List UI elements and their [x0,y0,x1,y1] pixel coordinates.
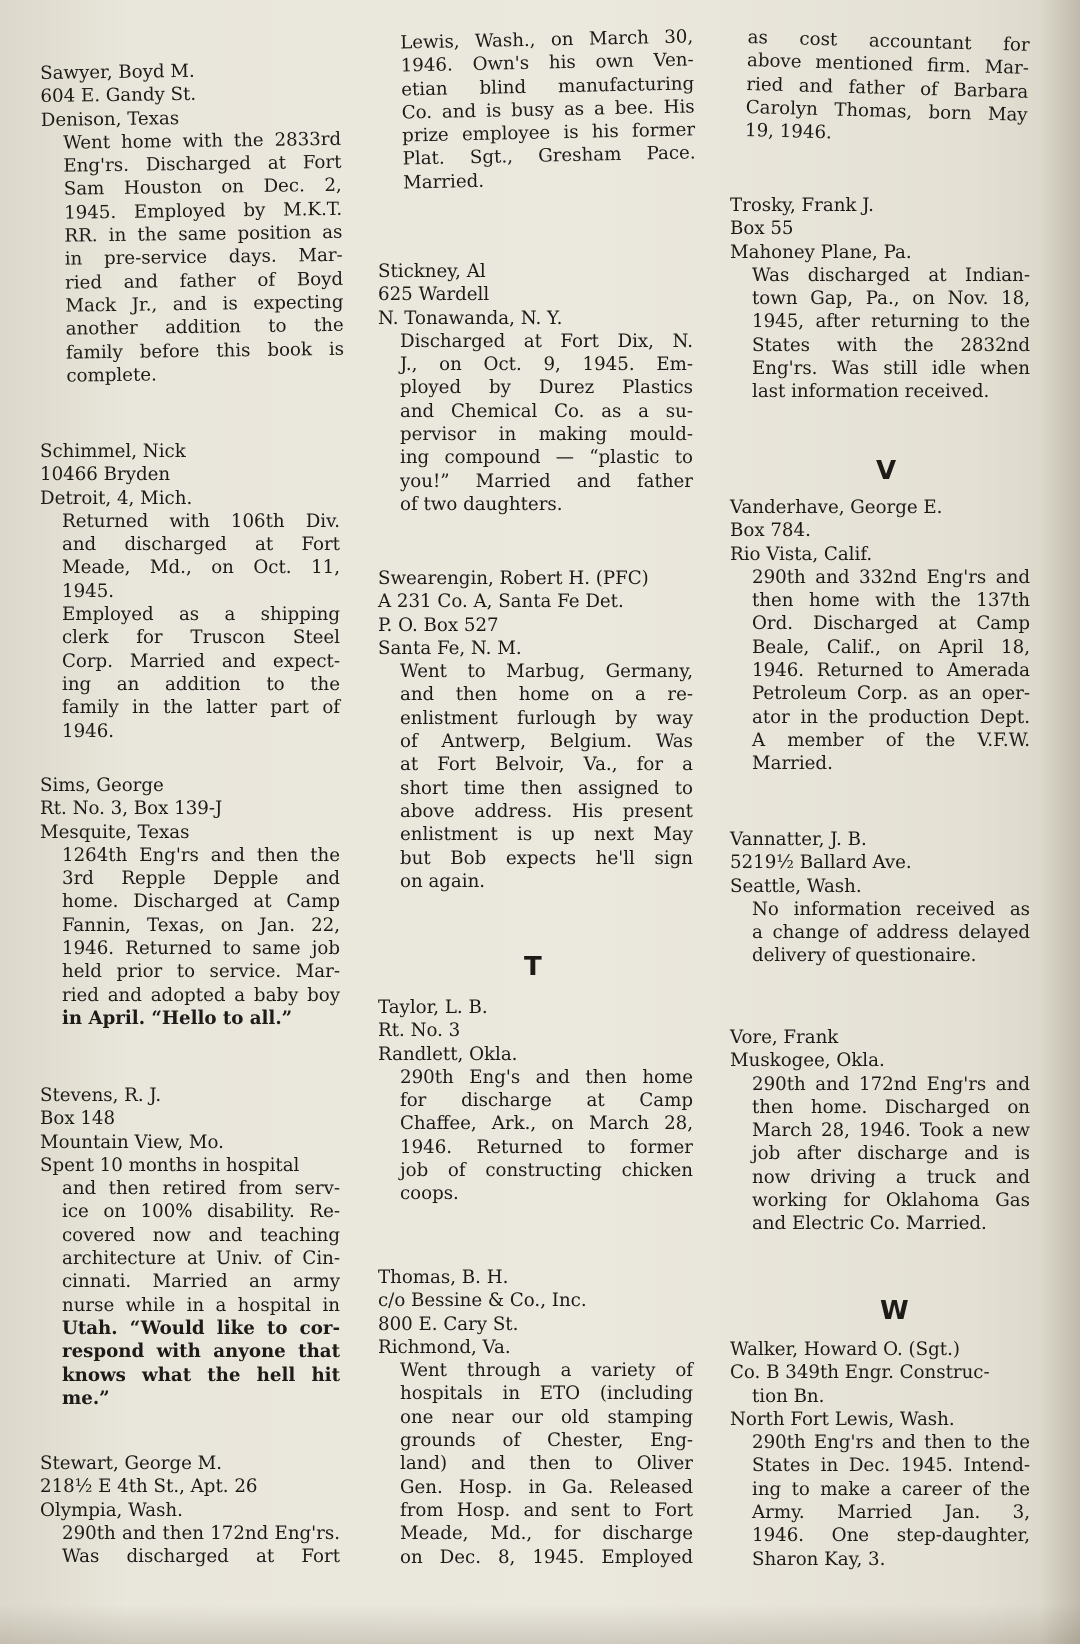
body-line: Petroleum Corp. as an oper- [752,683,1030,705]
body-line: 3rd Repple Depple and [62,868,340,890]
body-line: 1946. Returned to Amerada [752,660,1030,682]
body-line: Lewis, Wash., on March 30, [400,26,694,54]
body-line: Chaffee, Ark., on March 28, [400,1113,693,1135]
body-line: nurse while in a hospital in [62,1294,340,1316]
body-line: ice on 100% disability. Re- [62,1201,340,1223]
entry-name: Swearengin, Robert H. (PFC) [378,568,649,589]
roster-entry-walker [730,1338,1030,1571]
roster-entry-swearengin [378,567,693,893]
entry-address: Co. B 349th Engr. Construc- [730,1362,990,1384]
roster-entry-stevens [40,1084,340,1410]
body-line: at Fort Belvoir, Va., for a [400,754,693,776]
body-line: ployed by Durez Plastics [400,377,693,399]
body-line: grounds of Chester, Eng- [400,1430,693,1452]
body-line: home. Discharged at Camp [62,891,340,913]
body-line: hospitals in ETO (including [400,1383,693,1405]
body-line: of Antwerp, Belgium. Was [400,731,693,753]
body-line: of two daughters. [400,493,563,515]
entry-address: 5219½ Ballard Ave. [730,852,912,874]
body-line: A member of the V.F.W. [752,729,1030,751]
page-shadow-bottom [0,1604,1080,1644]
body-line: 1946. Returned to same job [62,938,340,960]
body-line: ried and father of Barbara [746,73,1029,103]
roster-entry-taylor [378,996,693,1206]
body-line: Co. and is busy as a bee. His [401,96,695,124]
entry-body [745,26,1030,150]
body-line: enlistment furlough by way [400,707,693,729]
body-line: Army. Married Jan. 3, [752,1502,1030,1524]
body-line: from Hosp. and sent to Fort [400,1499,693,1521]
body-line: land) and then to Oliver [400,1453,693,1475]
entry-address: Rt. No. 3 [378,1020,461,1042]
entry-address: 625 Wardell [378,284,490,306]
body-line: enlistment is up next May [400,824,693,846]
body-line: Was discharged at Fort [62,1546,340,1568]
body-line: then home. Discharged on [752,1096,1030,1118]
body-line: 1946. [62,720,115,742]
body-line: 1946. Returned to former [400,1136,693,1158]
body-line: Went home with the 2833rd [62,128,342,154]
body-line: family in the latter part of [62,697,340,719]
body-line: respond with anyone that [62,1341,340,1363]
entry-address: tion Bn. [752,1385,825,1407]
body-line: ing to make a career of the [752,1478,1030,1500]
body-line: a change of address delayed [752,922,1030,944]
entry-address: Box 784. [730,520,811,542]
entry-address: Rt. No. 3, Box 139-J [40,798,223,820]
roster-entry-thomas [378,1266,693,1569]
body-line: 19, 1946. [744,120,833,144]
body-line: 1945, after returning to the [752,311,1030,333]
entry-body [378,1359,693,1569]
body-line: last information received. [752,381,990,403]
entry-body [730,1431,1030,1571]
body-line: Carolyn Thomas, born May [745,96,1028,126]
entry-name: Vore, Frank [730,1027,839,1048]
entry-address: Mahoney Plane, Pa. [730,241,912,263]
body-line: Sam Houston on Dec. 2, [63,175,342,201]
roster-entry-vanderhave [730,496,1030,776]
body-line: on Dec. 8, 1945. Employed [400,1546,693,1568]
roster-entry-stewart [40,1452,340,1568]
entry-body [730,1073,1030,1236]
entry-body [40,1522,340,1569]
body-line: and then home on a re- [400,684,693,706]
body-line: Beale, Calif., on April 18, [752,636,1030,658]
body-line: 1945. Employed by M.K.T. [63,198,343,224]
body-line: pervisor in making mould- [400,424,693,446]
body-line: coops. [400,1183,459,1205]
entry-body [40,510,340,743]
body-line: 290th Eng's and then home [400,1066,693,1088]
body-line: Fannin, Texas, on Jan. 22, [62,914,340,936]
body-line: Eng'rs. Discharged at Fort [63,151,342,177]
body-line: knows what the hell hit me.” [62,1364,340,1409]
body-line: but Bob expects he'll sign [400,847,693,869]
body-line: 290th and then 172nd Eng'rs. [62,1522,340,1544]
entry-name: Taylor, L. B. [378,997,488,1018]
body-line: Meade, Md., for discharge [400,1523,693,1545]
body-line: then home with the 137th [752,590,1030,612]
body-line: Mack Jr., and is expecting [65,291,344,317]
body-line: another addition to the [65,315,344,340]
entry-body [40,844,340,1030]
body-line: prize employee is his former [401,119,696,147]
entry-address: Santa Fe, N. M. [378,637,522,659]
body-line: Married. [402,170,485,194]
entry-address: Seattle, Wash. [730,875,862,897]
entry-name: Vannatter, J. B. [730,829,867,850]
entry-address: c/o Bessine & Co., Inc. [378,1290,587,1312]
body-line: 1946. One step-daughter, [752,1525,1030,1547]
entry-name: Schimmel, Nick [40,441,186,462]
entry-name: Stewart, George M. [40,1453,223,1474]
body-line: 290th and 332nd Eng'rs and [752,566,1030,588]
body-line: in pre-service days. Mar- [64,245,343,271]
body-line: one near our old stamping [400,1406,693,1428]
body-line: cinnati. Married an army [62,1271,340,1293]
body-line: March 28, 1946. Took a new [752,1120,1030,1142]
roster-entry-vore [730,1026,1030,1236]
body-line: ing an addition to the [62,673,340,695]
entry-address: 604 E. Gandy St. [40,84,197,108]
entry-address: Detroit, 4, Mich. [40,487,193,509]
body-line: family before this book is [65,338,345,364]
body-line: complete. [66,364,157,387]
body-line: States in Dec. 1945. Intend- [752,1455,1030,1477]
body-line: 1264th Eng'rs and then the [62,844,340,866]
entry-body [40,1177,340,1410]
entry-name: Trosky, Frank J. [730,195,874,216]
body-line: Employed as a shipping [62,604,340,626]
body-line: 1946. Own's his own Ven- [400,49,694,77]
body-line: and then retired from serv- [62,1178,340,1200]
body-line: Corp. Married and expect- [62,650,340,672]
entry-address: Mountain View, Mo. [40,1131,224,1153]
body-line: above mentioned firm. Mar- [746,50,1030,80]
entry-address: Box 148 [40,1108,116,1130]
body-line: Discharged at Fort Dix, N. [400,330,693,352]
body-line: in April. “Hello to all.” [62,1007,293,1029]
entry-name: Vanderhave, George E. [730,497,943,518]
body-line: job of constructing chicken [400,1160,693,1182]
entry-address: Box 55 [730,218,794,240]
section-letter-w: W [880,1296,909,1326]
entry-name: Thomas, B. H. [378,1267,509,1288]
body-line: and discharged at Fort [62,534,340,556]
body-line: above address. His present [400,800,693,822]
body-line: Eng'rs. Was still idle when [752,358,1030,380]
roster-entry-sawyer [40,58,345,388]
entry-body [730,566,1030,776]
body-line: now driving a truck and [752,1166,1030,1188]
body-line: Was discharged at Indian- [752,264,1030,286]
body-line: town Gap, Pa., on Nov. 18, [752,288,1030,310]
entry-body [378,25,696,195]
body-line: you!” Married and father [400,470,693,492]
body-line: working for Oklahoma Gas [752,1190,1030,1212]
body-line: for discharge at Camp [400,1090,693,1112]
entry-name: Sawyer, Boyd M. [40,60,195,84]
body-line: 290th Eng'rs and then to the [752,1432,1030,1454]
body-line: ator in the production Dept. [752,706,1030,728]
body-first-line: Spent 10 months in hospital [40,1154,300,1176]
section-letter-t: T [524,952,542,982]
body-line: Went through a variety of [400,1360,693,1382]
body-line: on again. [400,870,486,892]
roster-entry-continued [745,26,1030,150]
body-line: J., on Oct. 9, 1945. Em- [400,354,693,376]
entry-name: Walker, Howard O. (Sgt.) [730,1339,960,1360]
body-line: No information received as [752,898,1030,920]
entry-body [730,898,1030,968]
entry-body [378,660,693,893]
roster-entry-stickney [378,260,693,516]
entry-address: Mesquite, Texas [40,821,190,843]
page-shadow-right [1040,0,1080,1644]
entry-address: A 231 Co. A, Santa Fe Det. [378,591,624,613]
entry-address: Olympia, Wash. [40,1499,183,1521]
entry-address: Randlett, Okla. [378,1043,518,1065]
body-line: ing compound — “plastic to [400,447,693,469]
section-letter-v: V [876,456,897,486]
roster-entry-continued [378,25,696,195]
body-line: Ord. Discharged at Camp [752,613,1030,635]
body-line: covered now and teaching [62,1224,340,1246]
body-line: Married. [752,753,833,775]
entry-name: Stevens, R. J. [40,1085,162,1106]
body-line: ried and adopted a baby boy [62,984,340,1006]
body-line: clerk for Truscon Steel [62,627,340,649]
body-line: Utah. “Would like to cor- [62,1317,340,1339]
entry-body [378,330,693,516]
body-line: short time then assigned to [400,777,693,799]
entry-address: Muskogee, Okla. [730,1050,885,1072]
entry-address: Richmond, Va. [378,1336,511,1358]
body-line: Plat. Sgt., Gresham Pace. [402,142,696,170]
entry-address: N. Tonawanda, N. Y. [378,307,563,329]
body-line: 290th and 172nd Eng'rs and [752,1073,1030,1095]
entry-address: P. O. Box 527 [378,614,499,636]
roster-entry-schimmel [40,440,340,743]
roster-entry-trosky [730,194,1030,404]
body-line: Went to Marbug, Germany, [400,661,693,683]
body-line: ried and father of Boyd [64,268,344,294]
entry-address: Rio Vista, Calif. [730,543,873,565]
body-line: States with the 2832nd [752,334,1030,356]
entry-address: 10466 Bryden [40,464,171,486]
body-line: architecture at Univ. of Cin- [62,1248,340,1270]
body-line: held prior to service. Mar- [62,961,340,983]
body-line: etian blind manufacturing [400,72,695,101]
body-line: and Chemical Co. as a su- [400,400,693,422]
body-line: job after discharge and is [752,1143,1030,1165]
entry-body [378,1066,693,1206]
body-line: and Electric Co. Married. [752,1213,987,1235]
roster-entry-sims [40,774,340,1030]
body-line: Gen. Hosp. in Ga. Released [400,1476,693,1498]
roster-entry-vannatter [730,828,1030,968]
entry-name: Stickney, Al [378,261,486,282]
entry-address: North Fort Lewis, Wash. [730,1408,955,1430]
body-line: delivery of questionaire. [752,945,977,967]
body-line: Returned with 106th Div. [62,510,340,532]
body-line: Meade, Md., on Oct. 11, 1945. [62,557,340,602]
entry-address: 800 E. Cary St. [378,1313,519,1335]
entry-address: Denison, Texas [40,107,180,131]
body-line: Sharon Kay, 3. [752,1548,886,1570]
entry-body [730,264,1030,404]
entry-name: Sims, George [40,775,164,796]
body-line: as cost accountant for [747,26,1030,56]
entry-address: 218½ E 4th St., Apt. 26 [40,1476,258,1498]
entry-body [41,128,345,388]
body-line: RR. in the same position as [64,221,343,247]
